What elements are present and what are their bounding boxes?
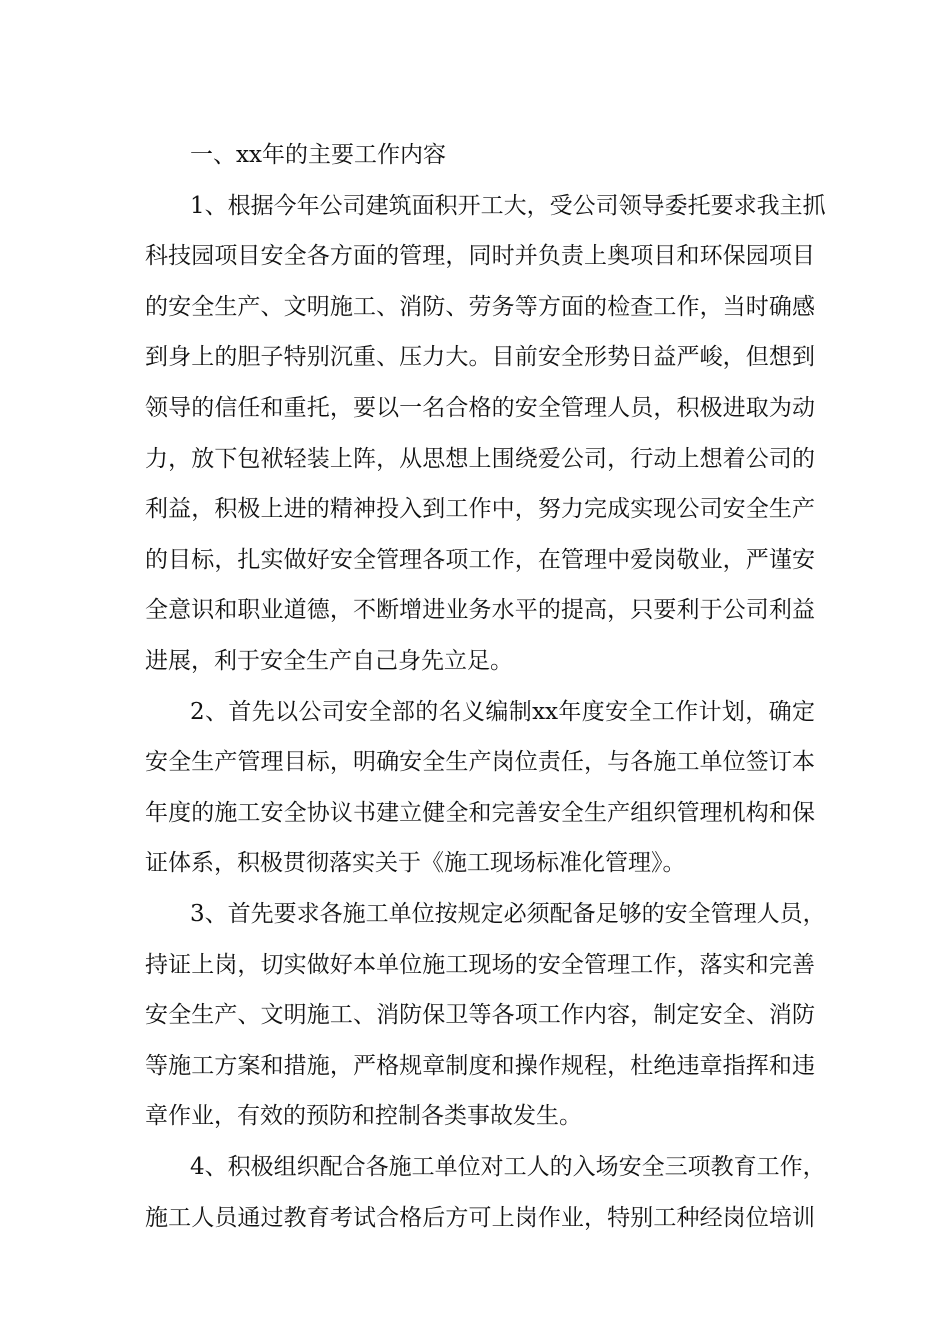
text-line: 利益，积极上进的精神投入到工作中，努力完成实现公司安全生产 (145, 496, 815, 522)
text-line: 领导的信任和重托，要以一名合格的安全管理人员，积极进取为动 (145, 395, 815, 421)
text-line: 章作业，有效的预防和控制各类事故发生。 (145, 1103, 582, 1129)
text-line: 4、积极组织配合各施工单位对工人的入场安全三项教育工作， (190, 1154, 826, 1180)
text-line: 安全生产、文明施工、消防保卫等各项工作内容，制定安全、消防 (145, 1002, 815, 1028)
text-line: 1、根据今年公司建筑面积开工大，受公司领导委托要求我主抓 (190, 193, 826, 219)
text-line: 一、xx年的主要工作内容 (190, 142, 446, 168)
text-line: 的安全生产、文明施工、消防、劳务等方面的检查工作，当时确感 (145, 294, 815, 320)
text-line: 到身上的胆子特别沉重、压力大。目前安全形势日益严峻，但想到 (145, 344, 815, 370)
text-line: 力，放下包袱轻装上阵，从思想上围绕爱公司，行动上想着公司的 (145, 446, 815, 472)
text-line: 施工人员通过教育考试合格后方可上岗作业，特别工种经岗位培训 (145, 1205, 815, 1231)
text-line: 3、首先要求各施工单位按规定必须配备足够的安全管理人员， (190, 901, 826, 927)
text-line: 的目标，扎实做好安全管理各项工作，在管理中爱岗敬业，严谨安 (145, 547, 815, 573)
text-line: 年度的施工安全协议书建立健全和完善安全生产组织管理机构和保 (145, 800, 815, 826)
text-line: 安全生产管理目标，明确安全生产岗位责任，与各施工单位签订本 (145, 749, 815, 775)
text-line: 持证上岗，切实做好本单位施工现场的安全管理工作，落实和完善 (145, 952, 815, 978)
text-line: 进展，利于安全生产自己身先立足。 (145, 648, 513, 674)
text-line: 科技园项目安全各方面的管理，同时并负责上奥项目和环保园项目 (145, 243, 815, 269)
text-line: 等施工方案和措施，严格规章制度和操作规程，杜绝违章指挥和违 (145, 1053, 815, 1079)
text-line: 证体系，积极贯彻落实关于《施工现场标准化管理》。 (145, 850, 686, 876)
text-line: 2、首先以公司安全部的名义编制xx年度安全工作计划，确定 (190, 699, 815, 725)
text-line: 全意识和职业道德，不断增进业务水平的提高，只要利于公司利益 (145, 597, 815, 623)
